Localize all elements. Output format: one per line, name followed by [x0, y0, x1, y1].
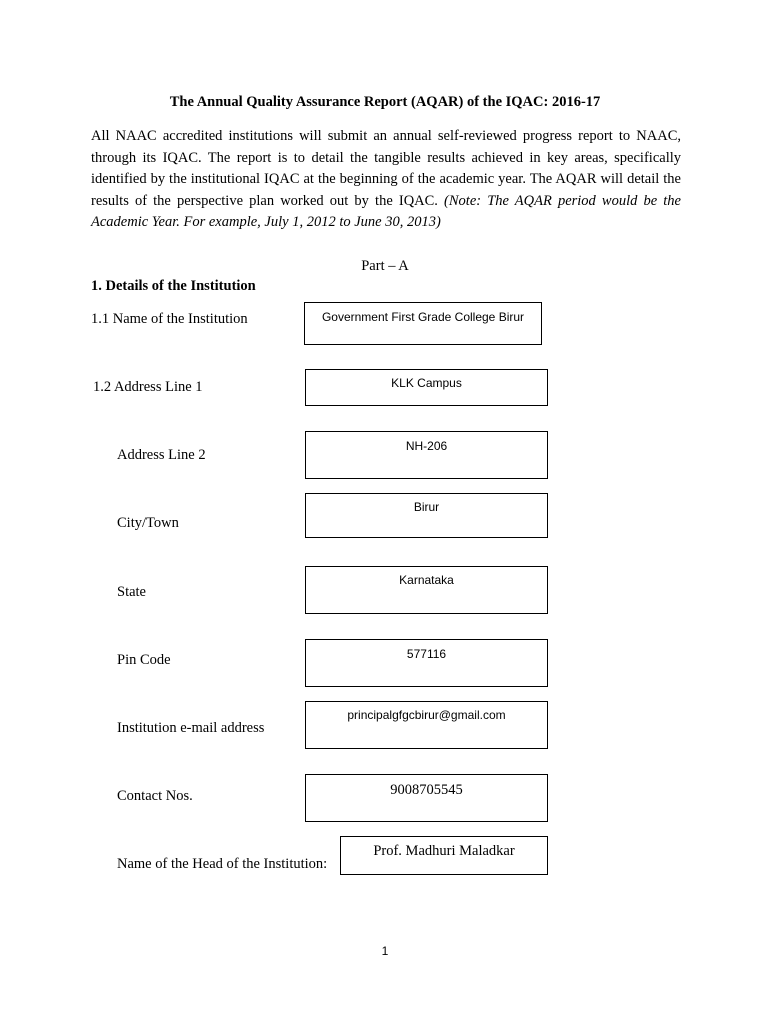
- page-number: 1: [381, 944, 389, 958]
- intro-paragraph: [91, 126, 681, 234]
- intro-note: (Note: The AQAR period would be the Academic Year. For example, July 1, 2012 to June 30, 2013): [91, 192, 681, 230]
- pin-code-label: Pin Code: [117, 652, 171, 668]
- email-label: Institution e-mail address: [117, 720, 265, 736]
- section-heading: 1. Details of the Institution: [91, 278, 256, 294]
- state-label: State: [117, 584, 146, 600]
- city-town-label: City/Town: [117, 515, 179, 531]
- address-line-2-label: Address Line 2: [117, 447, 206, 463]
- intro-text: All NAAC accredited institutions will submit an annual self-reviewed progress report to NAAC, through its IQAC. The report is to detail the tangible results achieved in key areas, specifically identified by the institutional IQAC at the beginning of the academic year. The AQAR will detail the results of the perspective plan worked out by the IQAC.: [91, 128, 681, 209]
- pin-code-field[interactable]: 577116: [305, 639, 548, 687]
- address-line-1-field[interactable]: KLK Campus: [305, 369, 548, 406]
- name-of-institution-label: 1.1 Name of the Institution: [91, 311, 248, 327]
- state-field[interactable]: Karnataka: [305, 566, 548, 614]
- part-label: Part – A: [361, 258, 409, 274]
- report-title: The Annual Quality Assurance Report (AQAR) of the IQAC: 2016-17: [169, 94, 601, 110]
- head-label: Name of the Head of the Institution:: [117, 856, 328, 872]
- address-line-1-label: 1.2 Address Line 1: [93, 379, 203, 395]
- email-field[interactable]: principalgfgcbirur@gmail.com: [305, 701, 548, 749]
- city-town-field[interactable]: Birur: [305, 493, 548, 538]
- head-field[interactable]: Prof. Madhuri Maladkar: [340, 836, 548, 875]
- contact-label: Contact Nos.: [117, 788, 193, 804]
- address-line-2-field[interactable]: NH-206: [305, 431, 548, 479]
- name-of-institution-field[interactable]: Government First Grade College Birur: [304, 302, 542, 345]
- contact-field[interactable]: 9008705545: [305, 774, 548, 822]
